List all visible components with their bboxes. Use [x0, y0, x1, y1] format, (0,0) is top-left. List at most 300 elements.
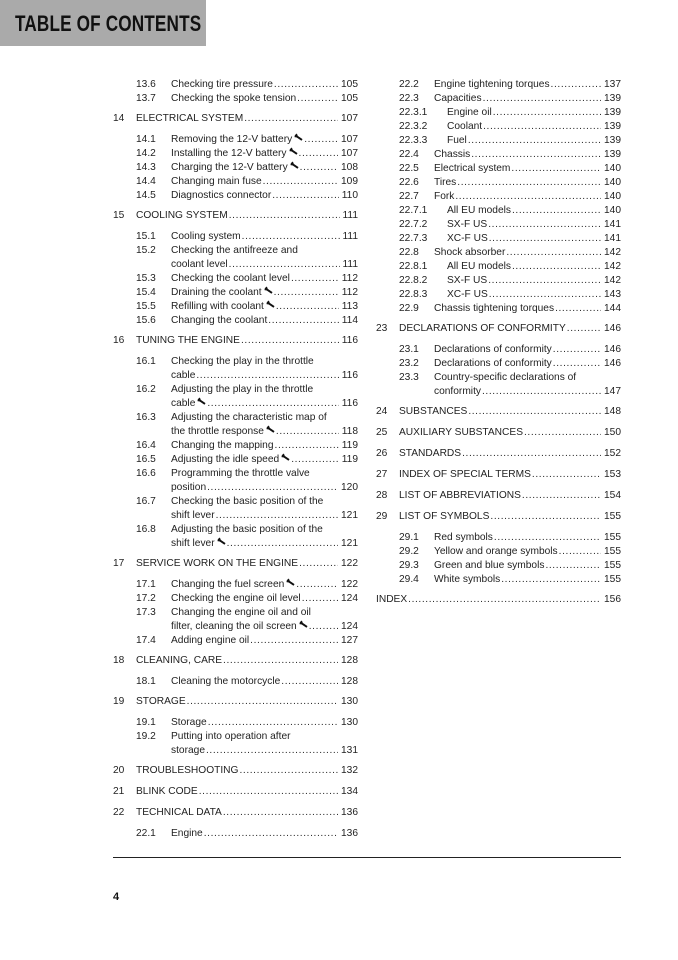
toc-chapter-entry[interactable]	[376, 468, 621, 482]
entry-number: 17.1	[136, 579, 156, 590]
entry-title: Declarations of conformity	[434, 358, 552, 369]
toc-section-entry[interactable]	[376, 274, 621, 288]
entry-number: 14.3	[136, 162, 156, 173]
entry-page-number: 155	[604, 560, 621, 571]
entry-page-number: 130	[341, 717, 358, 728]
entry-number: 29.3	[399, 560, 419, 571]
toc-section-entry[interactable]	[113, 675, 358, 689]
entry-title: Putting into operation after	[171, 731, 291, 742]
entry-page-number: 134	[341, 786, 358, 797]
dot-leader	[302, 592, 338, 606]
toc-section-entry[interactable]	[113, 189, 358, 203]
toc-chapter-entry[interactable]	[113, 334, 358, 348]
dot-leader	[489, 288, 601, 302]
entry-number: 25	[376, 427, 388, 438]
entry-title: Changing the coolant	[171, 315, 268, 326]
dot-leader	[532, 468, 601, 482]
toc-section-entry[interactable]	[113, 453, 358, 467]
entry-title: White symbols	[434, 574, 501, 585]
wrench-icon	[217, 537, 226, 546]
dot-leader	[489, 232, 601, 246]
toc-chapter-entry[interactable]	[376, 426, 621, 440]
toc-section-entry[interactable]	[376, 246, 621, 260]
toc-section-entry[interactable]	[113, 230, 358, 244]
dot-leader	[457, 176, 601, 190]
toc-section-entry[interactable]	[376, 357, 621, 371]
entry-number: 15.5	[136, 301, 156, 312]
toc-section-entry[interactable]	[376, 78, 621, 92]
dot-leader	[483, 92, 601, 106]
entry-number: 15	[113, 210, 125, 221]
dot-leader	[244, 112, 338, 126]
toc-section-entry[interactable]	[113, 606, 358, 634]
toc-chapter-entry[interactable]	[376, 593, 621, 607]
toc-section-entry[interactable]	[376, 260, 621, 274]
dot-leader	[300, 161, 338, 175]
toc-section-entry[interactable]	[113, 634, 358, 648]
toc-section-entry[interactable]	[376, 545, 621, 559]
entry-number: 17	[113, 558, 125, 569]
wrench-icon	[266, 300, 275, 309]
dot-leader	[291, 453, 339, 467]
entry-title: Changing the mapping	[171, 440, 274, 451]
toc-section-entry[interactable]	[113, 92, 358, 106]
toc-section-entry[interactable]	[376, 134, 621, 148]
entry-number: 22.4	[399, 149, 419, 160]
entry-page-number: 124	[341, 621, 358, 632]
entry-number: 28	[376, 490, 388, 501]
page-number: 4	[113, 891, 120, 903]
entry-title: Cooling system	[171, 231, 241, 242]
entry-page-number: 155	[604, 574, 621, 585]
wrench-icon	[264, 286, 273, 295]
dot-leader	[490, 510, 601, 524]
entry-page-number: 121	[341, 538, 358, 549]
toc-chapter-entry[interactable]	[376, 510, 621, 524]
toc-chapter-entry[interactable]	[113, 112, 358, 126]
entry-title: SUBSTANCES	[399, 406, 468, 417]
entry-page-number: 114	[341, 315, 358, 326]
entry-page-number: 156	[604, 594, 621, 605]
entry-number: 16	[113, 335, 125, 346]
entry-page-number: 110	[341, 190, 358, 201]
entry-page-number: 124	[341, 593, 358, 604]
entry-number: 14.4	[136, 176, 156, 187]
entry-title: Checking the spoke tension	[171, 93, 297, 104]
entry-number: 22.7.1	[399, 205, 428, 216]
entry-number: 22.3	[399, 93, 419, 104]
dot-leader	[204, 827, 338, 841]
toc-section-entry[interactable]	[113, 175, 358, 189]
dot-leader	[299, 147, 338, 161]
wrench-icon	[294, 133, 303, 142]
entry-title: AUXILIARY SUBSTANCES	[399, 427, 523, 438]
entry-title: TROUBLESHOOTING	[136, 765, 239, 776]
entry-page-number: 139	[604, 107, 621, 118]
entry-page-number: 141	[604, 219, 621, 230]
toc-section-entry[interactable]	[376, 559, 621, 573]
entry-title: Coolant	[447, 121, 483, 132]
entry-title: Adjusting the basic position of the	[171, 524, 323, 535]
entry-title: Engine oil	[447, 107, 492, 118]
toc-section-entry[interactable]	[376, 106, 621, 120]
dot-leader	[455, 190, 601, 204]
entry-title: position	[171, 482, 207, 493]
entry-number: 15.1	[136, 231, 156, 242]
dot-leader	[208, 716, 338, 730]
toc-section-entry[interactable]	[113, 383, 358, 411]
entry-page-number: 107	[341, 113, 358, 124]
entry-title: SX-F US	[447, 275, 488, 286]
dot-leader	[223, 806, 338, 820]
toc-section-entry[interactable]	[376, 176, 621, 190]
entry-number: 22.3.3	[399, 135, 428, 146]
dot-leader	[281, 675, 338, 689]
entry-number: 22	[113, 807, 125, 818]
dot-leader	[297, 92, 338, 106]
entry-number: 16.6	[136, 468, 156, 479]
entry-title: DECLARATIONS OF CONFORMITY	[399, 323, 566, 334]
entry-title: Programming the throttle valve	[171, 468, 310, 479]
toc-section-entry[interactable]	[113, 467, 358, 495]
entry-title: Chassis tightening torques	[434, 303, 555, 314]
entry-title: Checking the coolant level	[171, 273, 290, 284]
entry-title: Draining the coolant	[171, 287, 262, 298]
toc-section-entry[interactable]	[376, 343, 621, 357]
entry-number: 15.4	[136, 287, 156, 298]
entry-title: Chassis	[434, 149, 471, 160]
entry-title: ELECTRICAL SYSTEM	[136, 113, 244, 124]
dot-leader	[488, 218, 601, 232]
entry-page-number: 146	[604, 323, 621, 334]
entry-page-number: 140	[604, 177, 621, 188]
entry-title: SERVICE WORK ON THE ENGINE	[136, 558, 299, 569]
entry-page-number: 119	[341, 440, 358, 451]
entry-number: 29.4	[399, 574, 419, 585]
entry-page-number: 139	[604, 121, 621, 132]
entry-title: Red symbols	[434, 532, 493, 543]
entry-title: Yellow and orange symbols	[434, 546, 558, 557]
dot-leader	[272, 189, 339, 203]
entry-page-number: 132	[341, 765, 358, 776]
entry-page-number: 155	[604, 511, 621, 522]
toc-chapter-entry[interactable]	[113, 785, 358, 799]
entry-page-number: 147	[604, 386, 621, 397]
toc-section-entry[interactable]	[113, 78, 358, 92]
toc-section-entry[interactable]	[113, 716, 358, 730]
toc-left-column	[113, 78, 358, 841]
toc-section-entry[interactable]	[113, 411, 358, 439]
toc-section-entry[interactable]	[113, 272, 358, 286]
entry-page-number: 136	[341, 807, 358, 818]
entry-title: SX-F US	[447, 219, 488, 230]
entry-page-number: 155	[604, 546, 621, 557]
entry-title: CLEANING, CARE	[136, 655, 223, 666]
dot-leader	[274, 78, 338, 92]
entry-title: Fork	[434, 191, 455, 202]
dot-leader	[468, 405, 601, 419]
entry-page-number: 122	[341, 558, 358, 569]
entry-number: 23	[376, 323, 388, 334]
entry-title: STORAGE	[136, 696, 186, 707]
entry-page-number: 112	[341, 273, 358, 284]
entry-page-number: 142	[604, 247, 621, 258]
toc-section-entry[interactable]	[113, 147, 358, 161]
entry-title: Changing main fuse	[171, 176, 262, 187]
entry-number: 29.2	[399, 546, 419, 557]
toc-chapter-entry[interactable]	[113, 654, 358, 668]
dot-leader	[274, 286, 339, 300]
entry-number: 22.1	[136, 828, 156, 839]
entry-page-number: 153	[604, 469, 621, 480]
toc-chapter-entry[interactable]	[113, 209, 358, 223]
entry-page-number: 116	[341, 335, 358, 346]
entry-page-number: 142	[604, 275, 621, 286]
entry-page-number: 130	[341, 696, 358, 707]
dot-leader	[229, 209, 340, 223]
entry-number: 15.6	[136, 315, 156, 326]
dot-leader	[524, 426, 601, 440]
entry-page-number: 155	[604, 532, 621, 543]
entry-title: TECHNICAL DATA	[136, 807, 222, 818]
entry-title: Adjusting the play in the throttle	[171, 384, 314, 395]
toc-section-entry[interactable]	[113, 355, 358, 383]
entry-title: XC-F US	[447, 233, 488, 244]
entry-number: 27	[376, 469, 388, 480]
entry-title: LIST OF SYMBOLS	[399, 511, 490, 522]
toc-section-entry[interactable]	[376, 204, 621, 218]
toc-section-entry[interactable]	[113, 827, 358, 841]
entry-number: 22.8.2	[399, 275, 428, 286]
dot-leader	[199, 785, 338, 799]
footer-divider	[113, 857, 621, 858]
entry-number: 22.8.3	[399, 289, 428, 300]
page-title: TABLE OF CONTENTS	[15, 11, 202, 36]
entry-number: 13.7	[136, 93, 156, 104]
toc-chapter-entry[interactable]	[113, 764, 358, 778]
toc-section-entry[interactable]	[376, 120, 621, 134]
entry-number: 22.5	[399, 163, 419, 174]
toc-section-entry[interactable]	[113, 592, 358, 606]
toc-chapter-entry[interactable]	[113, 806, 358, 820]
entry-title: Checking the basic position of the	[171, 496, 324, 507]
entry-page-number: 112	[341, 287, 358, 298]
toc-section-entry[interactable]	[376, 371, 621, 399]
entry-title: Adjusting the idle speed	[171, 454, 280, 465]
toc-section-entry[interactable]	[376, 162, 621, 176]
dot-leader	[545, 559, 601, 573]
entry-title: Charging the 12-V battery	[171, 162, 288, 173]
entry-title: Changing the fuel screen	[171, 579, 285, 590]
entry-number: 16.2	[136, 384, 156, 395]
entry-number: 19.2	[136, 731, 156, 742]
entry-number: 21	[113, 786, 125, 797]
toc-section-entry[interactable]	[113, 523, 358, 551]
toc-section-entry[interactable]	[113, 161, 358, 175]
dot-leader	[187, 695, 338, 709]
entry-page-number: 140	[604, 205, 621, 216]
entry-number: 18.1	[136, 676, 156, 687]
dot-leader	[512, 204, 601, 218]
entry-page-number: 111	[342, 231, 358, 242]
toc-section-entry[interactable]	[376, 288, 621, 302]
entry-number: 22.6	[399, 177, 419, 188]
toc-section-entry[interactable]	[376, 148, 621, 162]
entry-page-number: 139	[604, 93, 621, 104]
wrench-icon	[281, 453, 290, 462]
entry-number: 15.2	[136, 245, 156, 256]
entry-title: shift lever	[171, 510, 215, 521]
entry-title: All EU models	[447, 205, 511, 216]
entry-page-number: 107	[341, 148, 358, 159]
dot-leader	[216, 509, 338, 523]
dot-leader	[196, 369, 338, 383]
dot-leader	[263, 175, 338, 189]
dot-leader	[223, 654, 338, 668]
toc-header-banner	[0, 0, 206, 46]
entry-number: 17.4	[136, 635, 156, 646]
wrench-icon	[289, 147, 298, 156]
toc-section-entry[interactable]	[376, 218, 621, 232]
entry-number: 19.1	[136, 717, 156, 728]
toc-section-entry[interactable]	[113, 300, 358, 314]
entry-number: 18	[113, 655, 125, 666]
dot-leader	[239, 764, 338, 778]
dot-leader	[567, 322, 601, 336]
entry-title: Checking the play in the throttle	[171, 356, 314, 367]
toc-section-entry[interactable]	[113, 439, 358, 453]
entry-page-number: 131	[341, 745, 358, 756]
entry-number: 17.2	[136, 593, 156, 604]
dot-leader	[309, 620, 338, 634]
toc-chapter-entry[interactable]	[376, 447, 621, 461]
toc-chapter-entry[interactable]	[113, 695, 358, 709]
entry-title: Country-specific declarations of	[434, 372, 577, 383]
entry-number: 22.7.2	[399, 219, 428, 230]
toc-section-entry[interactable]	[113, 578, 358, 592]
entry-title: Diagnostics connector	[171, 190, 272, 201]
dot-leader	[512, 260, 601, 274]
entry-title: Installing the 12-V battery	[171, 148, 287, 159]
entry-number: 16.5	[136, 454, 156, 465]
dot-leader	[206, 744, 338, 758]
entry-number: 22.7	[399, 191, 419, 202]
dot-leader	[408, 593, 601, 607]
entry-number: 14	[113, 113, 125, 124]
entry-page-number: 111	[342, 210, 358, 221]
entry-page-number: 127	[341, 635, 358, 646]
entry-number: 15.3	[136, 273, 156, 284]
dot-leader	[299, 557, 338, 571]
entry-number: 16.3	[136, 412, 156, 423]
entry-title: Declarations of conformity	[434, 344, 552, 355]
dot-leader	[506, 246, 601, 260]
dot-leader	[522, 489, 601, 503]
entry-title: the throttle response	[171, 426, 264, 437]
entry-title: Storage	[171, 717, 207, 728]
toc-section-entry[interactable]	[113, 286, 358, 300]
dot-leader	[250, 634, 338, 648]
toc-chapter-entry[interactable]	[376, 322, 621, 336]
entry-title: Green and blue symbols	[434, 560, 545, 571]
entry-page-number: 140	[604, 191, 621, 202]
dot-leader	[483, 120, 601, 134]
dot-leader	[482, 385, 601, 399]
entry-title: cable	[171, 370, 196, 381]
entry-page-number: 121	[341, 510, 358, 521]
dot-leader	[291, 272, 339, 286]
toc-section-entry[interactable]	[376, 573, 621, 587]
wrench-icon	[299, 620, 308, 629]
entry-title: All EU models	[447, 261, 511, 272]
entry-number: 22.8	[399, 247, 419, 258]
entry-title: Changing the engine oil and oil	[171, 607, 311, 618]
entry-page-number: 154	[604, 490, 621, 501]
entry-page-number: 120	[341, 482, 358, 493]
toc-section-entry[interactable]	[376, 190, 621, 204]
entry-page-number: 137	[604, 79, 621, 90]
entry-title: Checking tire pressure	[171, 79, 273, 90]
entry-number: 16.4	[136, 440, 156, 451]
entry-title: INDEX	[376, 594, 408, 605]
dot-leader	[471, 148, 601, 162]
toc-chapter-entry[interactable]	[376, 405, 621, 419]
toc-chapter-entry[interactable]	[113, 557, 358, 571]
dot-leader	[268, 314, 338, 328]
entry-page-number: 116	[341, 398, 358, 409]
dot-leader	[242, 230, 340, 244]
entry-title: Capacities	[434, 93, 482, 104]
entry-title: Adjusting the characteristic map of	[171, 412, 327, 423]
entry-title: XC-F US	[447, 289, 488, 300]
toc-section-entry[interactable]	[113, 133, 358, 147]
entry-title: Refilling with coolant	[171, 301, 264, 312]
entry-title: Electrical system	[434, 163, 511, 174]
entry-page-number: 122	[341, 579, 358, 590]
entry-page-number: 141	[604, 233, 621, 244]
toc-section-entry[interactable]	[113, 730, 358, 758]
toc-section-entry[interactable]	[113, 244, 358, 272]
entry-title: Checking the engine oil level	[171, 593, 301, 604]
entry-title: Engine	[171, 828, 203, 839]
toc-section-entry[interactable]	[376, 92, 621, 106]
entry-page-number: 140	[604, 163, 621, 174]
entry-page-number: 113	[341, 301, 358, 312]
entry-page-number: 143	[604, 289, 621, 300]
entry-number: 22.9	[399, 303, 419, 314]
dot-leader	[276, 300, 339, 314]
entry-title: BLINK CODE	[136, 786, 198, 797]
entry-number: 29	[376, 511, 388, 522]
entry-title: cable	[171, 398, 196, 409]
dot-leader	[227, 537, 338, 551]
entry-number: 22.7.3	[399, 233, 428, 244]
entry-number: 16.7	[136, 496, 156, 507]
toc-section-entry[interactable]	[376, 302, 621, 316]
entry-page-number: 109	[341, 176, 358, 187]
entry-page-number: 118	[341, 426, 358, 437]
entry-title: Tires	[434, 177, 457, 188]
entry-number: 20	[113, 765, 125, 776]
toc-chapter-entry[interactable]	[376, 489, 621, 503]
entry-title: filter, cleaning the oil screen	[171, 621, 297, 632]
entry-page-number: 136	[341, 828, 358, 839]
toc-section-entry[interactable]	[376, 232, 621, 246]
toc-section-entry[interactable]	[376, 531, 621, 545]
dot-leader	[304, 133, 338, 147]
toc-section-entry[interactable]	[113, 495, 358, 523]
toc-section-entry[interactable]	[113, 314, 358, 328]
